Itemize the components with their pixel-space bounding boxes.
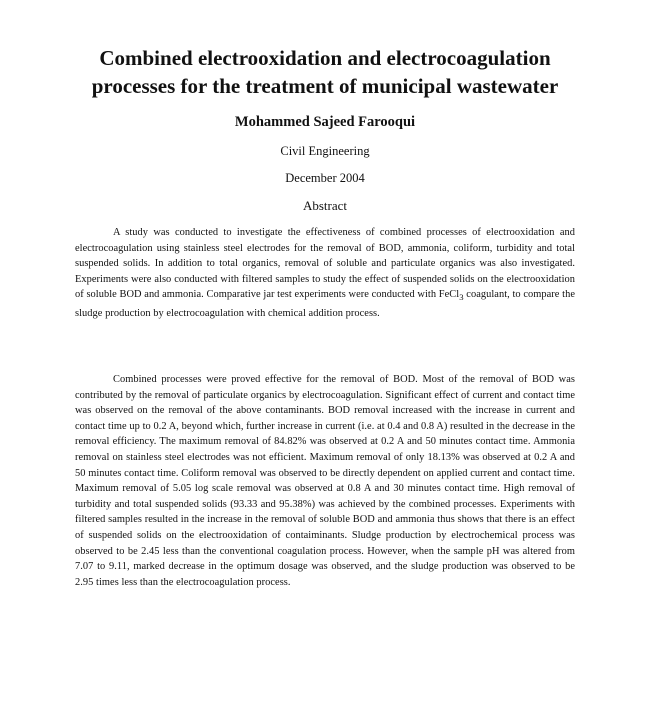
abstract-heading: Abstract: [302, 198, 348, 213]
title-line-2: processes for the treatment of municipal wastewater: [91, 74, 559, 98]
publication-date: December 2004: [285, 171, 365, 185]
abstract-paragraph-1: [75, 225, 575, 322]
title-line-1: Combined electrooxidation and electrocoagulation: [99, 46, 551, 70]
author-name: Mohammed Sajeed Farooqui: [234, 114, 416, 130]
paragraph-1-text-b: coagulant, to compare the sludge production by electrocoagulation with chemical addition process.: [75, 289, 576, 320]
paragraph-1-text-a: A study was conducted to investigate the effectiveness of combined processes of electrooxidation and electrocoagulation using stainless steel electrodes for the removal of BOD, ammonia, coliform, turbidity and total suspended solids. In addition to total organics, removal of soluble and particulate organics was also investigated. Experiments were also conducted with filtered samples to study the effect of suspended solids on the electrooxidation of soluble BOD and ammonia. Comparative jar test experiments were conducted with FeCl: [75, 227, 575, 301]
abstract-paragraph-2: Combined processes were proved effective for the removal of BOD. Most of the removal of BOD was contributed by the removal of particulate organics by electrocoagulation. Significant effect of current and contact time was observed on the removal of the above contaminants. BOD removal increased with the increase in current and contact time up to 0.2 A, beyond which, further increase in current (i.e. at 0.4 and 0.8 A) resulted in the decrease in the removal efficiency. The maximum removal of 84.82% was observed at 0.2 A and 50 minutes contact time. Ammonia removal on stainless steel electrodes was not efficient. Maximum removal of only 18.13% was observed at 0.2 A and 50 minutes contact time. Coliform removal was observed to be directly dependent on applied current and contact time. Maximum removal of 5.05 log scale removal was observed at 0.8 A and 30 minutes contact time. High removal of turbidity and total suspended solids (93.33 and 95.38%) was achieved by the combined processes. Experiments with filtered samples resulted in the increase in the removal of soluble BOD and ammonia thus shows that there is an effect of suspended solids on the electrooxidation of contaiminants. Sludge production by electrochemical process was observed to be 2.45 less than the conventional coagulation process. However, when the sample pH was altered from 7.07 to 9.11, marked decrease in the optimum dosage was observed, and the sludge production was observed to be 2.95 times less than the electrocoagulation process.: [75, 374, 575, 588]
department: Civil Engineering: [280, 144, 370, 158]
document-title: [40, 44, 610, 100]
chemical-subscript: 3: [459, 292, 464, 303]
